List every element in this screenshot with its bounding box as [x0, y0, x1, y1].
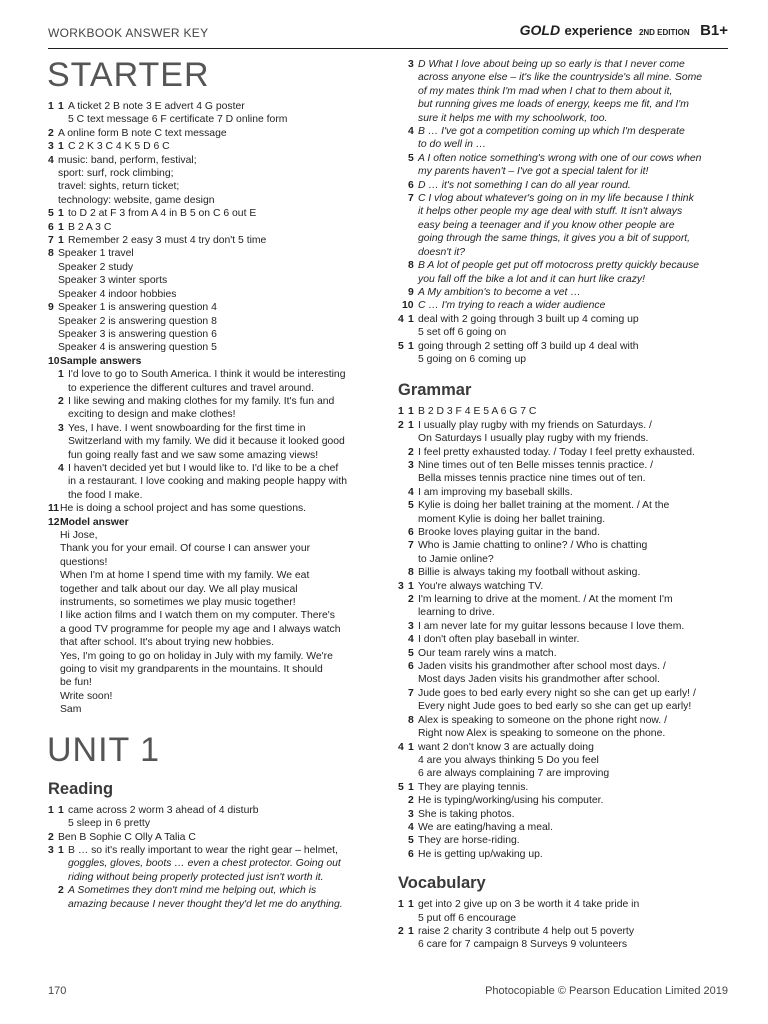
answer-item: 5 They are horse-riding. — [408, 835, 520, 847]
answer-item: 1 1 get into 2 give up on 3 be worth it 4 take pride in — [398, 899, 640, 911]
answer-line: my parents haven't – I've got a special talent for it! — [418, 166, 649, 178]
answer-line: 5 C text message 6 F certificate 7 D online form — [68, 114, 288, 126]
answer-item: 1 I'd love to go to South America. I think it would be interesting — [58, 369, 346, 381]
answer-item: 2 A online form B note C text message — [48, 127, 227, 139]
answer-line: easy being a teenager and if you know other people are — [418, 219, 675, 231]
answer-line: Most days Jaden visits his grandmother after school. — [418, 674, 660, 686]
vocabulary-heading: Vocabulary — [398, 874, 486, 893]
answer-item: 7 1 Remember 2 easy 3 must 4 try don't 5 time — [48, 235, 267, 247]
answer-item: 5 1 They are playing tennis. — [398, 781, 529, 793]
answer-item: 4 1 want 2 don't know 3 are actually doing — [398, 741, 594, 753]
answer-item: 6 Brooke loves playing guitar in the band. — [408, 527, 600, 538]
answer-line: but running gives me loads of energy, keeps me fit, and I'm — [418, 99, 689, 111]
answer-line: Speaker 4 indoor hobbies — [58, 288, 177, 300]
answer-line: Speaker 3 winter sports — [58, 275, 168, 287]
answer-line: Speaker 2 is answering question 8 — [58, 315, 217, 327]
reading-heading: Reading — [48, 779, 114, 798]
answer-item: 3 D What I love about being up so early is that I never come — [408, 59, 685, 70]
answer-line: goggles, gloves, boots … even a chest protector. Going out — [68, 858, 341, 870]
answer-item: 4 I haven't decided yet but I would like to. I'd like to be a chef — [58, 462, 339, 474]
answer-line: travel: sights, return ticket; — [58, 181, 180, 193]
copyright-notice: Photocopiable © Pearson Education Limited 2019 — [485, 985, 728, 997]
page-header — [48, 22, 728, 49]
answer-line: 6 care for 7 campaign 8 Surveys 9 volunteers — [418, 939, 628, 951]
answer-item: 3 I am never late for my guitar lessons because I love them. — [408, 620, 685, 632]
answer-line: to do well in … — [418, 139, 487, 151]
answer-line: doesn't it? — [418, 246, 466, 258]
letter-line: Hi Jose, — [60, 530, 98, 541]
right-column — [398, 58, 733, 952]
answer-item: 10 C … I'm trying to reach a wider audience — [402, 300, 606, 312]
answer-line: Speaker 3 is answering question 6 — [58, 328, 217, 340]
answer-line: riding without being properly protected just isn't worth it. — [68, 871, 324, 883]
answer-line: moment Kylie is doing her ballet training. — [418, 513, 606, 525]
answer-item: 7 C I vlog about whatever's going on in my life because I think — [408, 193, 694, 205]
answer-line: Speaker 4 is answering question 5 — [58, 342, 217, 354]
answer-item: 5 Kylie is doing her ballet training at the moment. / At the — [408, 500, 670, 512]
answer-line: of my mates think I'm mad when I chat to them about it, — [418, 85, 673, 97]
answer-line: Speaker 2 study — [58, 261, 134, 273]
letter-line: Thank you for your email. Of course I can answer your — [60, 543, 311, 555]
answer-item: 2 Ben B Sophie C Olly A Talia C — [48, 831, 196, 843]
answer-line: it helps other people my age deal with stuff. It isn't always — [418, 206, 683, 218]
page-number: 170 — [48, 985, 67, 997]
answer-item: 2 He is typing/working/using his computer. — [408, 795, 604, 807]
answer-item: 2 1 I usually play rugby with my friends on Saturdays. / — [398, 419, 652, 431]
answer-item: 8 Billie is always taking my football without asking. — [408, 567, 641, 579]
answer-line: to experience the different cultures and travel around. — [68, 382, 314, 394]
answer-line: exciting to design and make clothes! — [68, 409, 236, 421]
answer-item: 4 We are eating/having a meal. — [408, 821, 553, 833]
answer-item: 6 1 B 2 A 3 C — [48, 221, 112, 233]
answer-line: 5 put off 6 encourage — [418, 912, 517, 924]
answer-line: On Saturdays I usually play rugby with my friends. — [418, 433, 649, 445]
answer-line: to Jamie online? — [418, 553, 494, 565]
letter-line: Sam — [60, 704, 82, 716]
answer-item: 4 music: band, perform, festival; — [48, 154, 197, 166]
answer-item: 2 I feel pretty exhausted today. / Today I feel pretty exhausted. — [408, 446, 695, 458]
letter-line: that after school. It's about trying new hobbies. — [60, 637, 274, 649]
answer-item: 4 1 deal with 2 going through 3 built up 4 coming up — [398, 313, 639, 325]
letter-line: together and talk about our day. We all play musical — [60, 583, 298, 595]
answer-item: 4 B … I've got a competition coming up which I'm desperate — [408, 126, 685, 138]
answer-line: across anyone else – it's like the countryside's all mine. Some — [418, 72, 703, 84]
answer-line: 4 are you always thinking 5 Do you feel — [418, 754, 599, 766]
answer-item: 2 I like sewing and making clothes for my family. It's fun and — [58, 395, 335, 407]
answer-item: 7 Jude goes to bed early every night so she can get up early! / — [408, 687, 696, 699]
answer-line: sport: surf, rock climbing; — [58, 168, 174, 180]
answer-line: amazing because I never thought they'd let me do anything. — [68, 898, 343, 910]
answer-line: 5 sleep in 6 pretty — [68, 818, 151, 830]
brand-edition: 2ND EDITION — [638, 28, 690, 37]
answer-item: 3 Yes, I have. I went snowboarding for the first time in — [58, 422, 306, 434]
answer-item: 9 A My ambition's to become a vet … — [408, 286, 581, 298]
answer-item: 3 She is taking photos. — [408, 808, 515, 820]
letter-line: Write soon! — [60, 690, 113, 702]
answer-item: 6 Jaden visits his grandmother after school most days. / — [408, 661, 666, 673]
letter-line: going to visit my grandparents in the mountains. It should — [60, 664, 323, 676]
left-column — [48, 54, 368, 911]
brand-gold: GOLD — [519, 22, 561, 38]
answer-line: you fall off the bike a lot and it can hurt like crazy! — [418, 273, 645, 285]
answer-item: 5 Our team rarely wins a match. — [408, 647, 557, 659]
answer-line: fun going really fast and we saw some amazing views! — [68, 449, 319, 461]
course-logo — [520, 22, 728, 40]
answer-line: technology: website, game design — [58, 194, 215, 206]
answer-item: 6 He is getting up/waking up. — [408, 848, 543, 860]
answer-line: sure it helps me with my schoolwork, too. — [418, 112, 608, 124]
header-title: WORKBOOK ANSWER KEY — [48, 26, 209, 40]
answer-line: Switzerland with my family. We did it because it looked good — [68, 436, 345, 448]
answer-item: 2 1 raise 2 charity 3 contribute 4 help out 5 poverty — [398, 925, 635, 937]
answer-item: 2 A Sometimes they don't mind me helping out, which is — [58, 885, 317, 897]
answer-item: 3 1 You're always watching TV. — [398, 580, 544, 592]
answer-item: 10 Sample answers — [48, 355, 142, 367]
answer-line: going through the same things, it gives you a bit of support, — [418, 233, 691, 245]
answer-line: 6 are always complaining 7 are improving — [418, 768, 610, 780]
answer-item: 8 Speaker 1 travel — [48, 248, 134, 260]
letter-line: Yes, I'm going to go on holiday in July with my family. We're — [60, 650, 333, 662]
answer-item: 6 D … it's not something I can do all year round. — [408, 179, 631, 191]
answer-item: 4 I don't often play baseball in winter. — [408, 634, 580, 646]
answer-item: 3 Nine times out of ten Belle misses tennis practice. / — [408, 459, 654, 471]
answer-item: 5 A I often notice something's wrong with one of our cows when — [408, 152, 702, 164]
answer-item: 9 Speaker 1 is answering question 4 — [48, 302, 217, 314]
level-badge: B1+ — [700, 22, 728, 39]
answer-item: 8 B A lot of people get put off motocross pretty quickly because — [408, 260, 700, 272]
answer-item: 1 1 A ticket 2 B note 3 E advert 4 G poster — [48, 101, 245, 112]
letter-line: be fun! — [60, 677, 92, 689]
answer-line: 5 set off 6 going on — [418, 327, 507, 339]
brand-experience: experience — [564, 23, 633, 38]
answer-item: 12 Model answer — [48, 516, 129, 528]
grammar-heading: Grammar — [398, 381, 472, 400]
answer-item: 11 He is doing a school project and has some questions. — [48, 503, 307, 515]
answer-item: 5 1 going through 2 setting off 3 build up 4 deal with — [398, 340, 639, 352]
answer-line: in a restaurant. I love cooking and making people happy with — [68, 476, 347, 488]
answer-line: the food I make. — [68, 489, 143, 501]
answer-item: 1 1 B 2 D 3 F 4 E 5 A 6 G 7 C — [398, 406, 537, 418]
letter-line: a good TV programme for people my age and I always watch — [60, 623, 341, 635]
answer-item: 1 1 came across 2 worm 3 ahead of 4 disturb — [48, 804, 259, 816]
answer-line: 5 going on 6 coming up — [418, 353, 527, 365]
answer-item: 3 1 B … so it's really important to wear the right gear – helmet, — [48, 844, 338, 856]
starter-title: STARTER — [47, 56, 210, 94]
answer-item: 8 Alex is speaking to someone on the phone right now. / — [408, 714, 667, 726]
letter-line: When I'm at home I spend time with my family. We eat — [60, 570, 310, 582]
answer-item: 2 I'm learning to drive at the moment. / At the moment I'm — [408, 594, 673, 606]
answer-item: 3 1 C 2 K 3 C 4 K 5 D 6 C — [48, 141, 170, 153]
answer-line: learning to drive. — [418, 607, 495, 619]
answer-item: 7 Who is Jamie chatting to online? / Who is chatting — [408, 540, 648, 552]
letter-line: instruments, so sometimes we play music together! — [60, 597, 296, 609]
letter-line: questions! — [60, 556, 108, 568]
answer-line: Right now Alex is speaking to someone on the phone. — [418, 728, 666, 740]
answer-item: 4 I am improving my baseball skills. — [408, 486, 573, 498]
unit-title: UNIT 1 — [47, 730, 161, 769]
answer-line: Every night Jude goes to bed early so she can get up early! — [418, 701, 692, 713]
answer-line: Bella misses tennis practice nine times out of ten. — [418, 473, 646, 485]
answer-item: 5 1 to D 2 at F 3 from A 4 in B 5 on C 6 out E — [48, 208, 257, 220]
letter-line: I like action films and I watch them on my computer. There's — [60, 610, 335, 622]
